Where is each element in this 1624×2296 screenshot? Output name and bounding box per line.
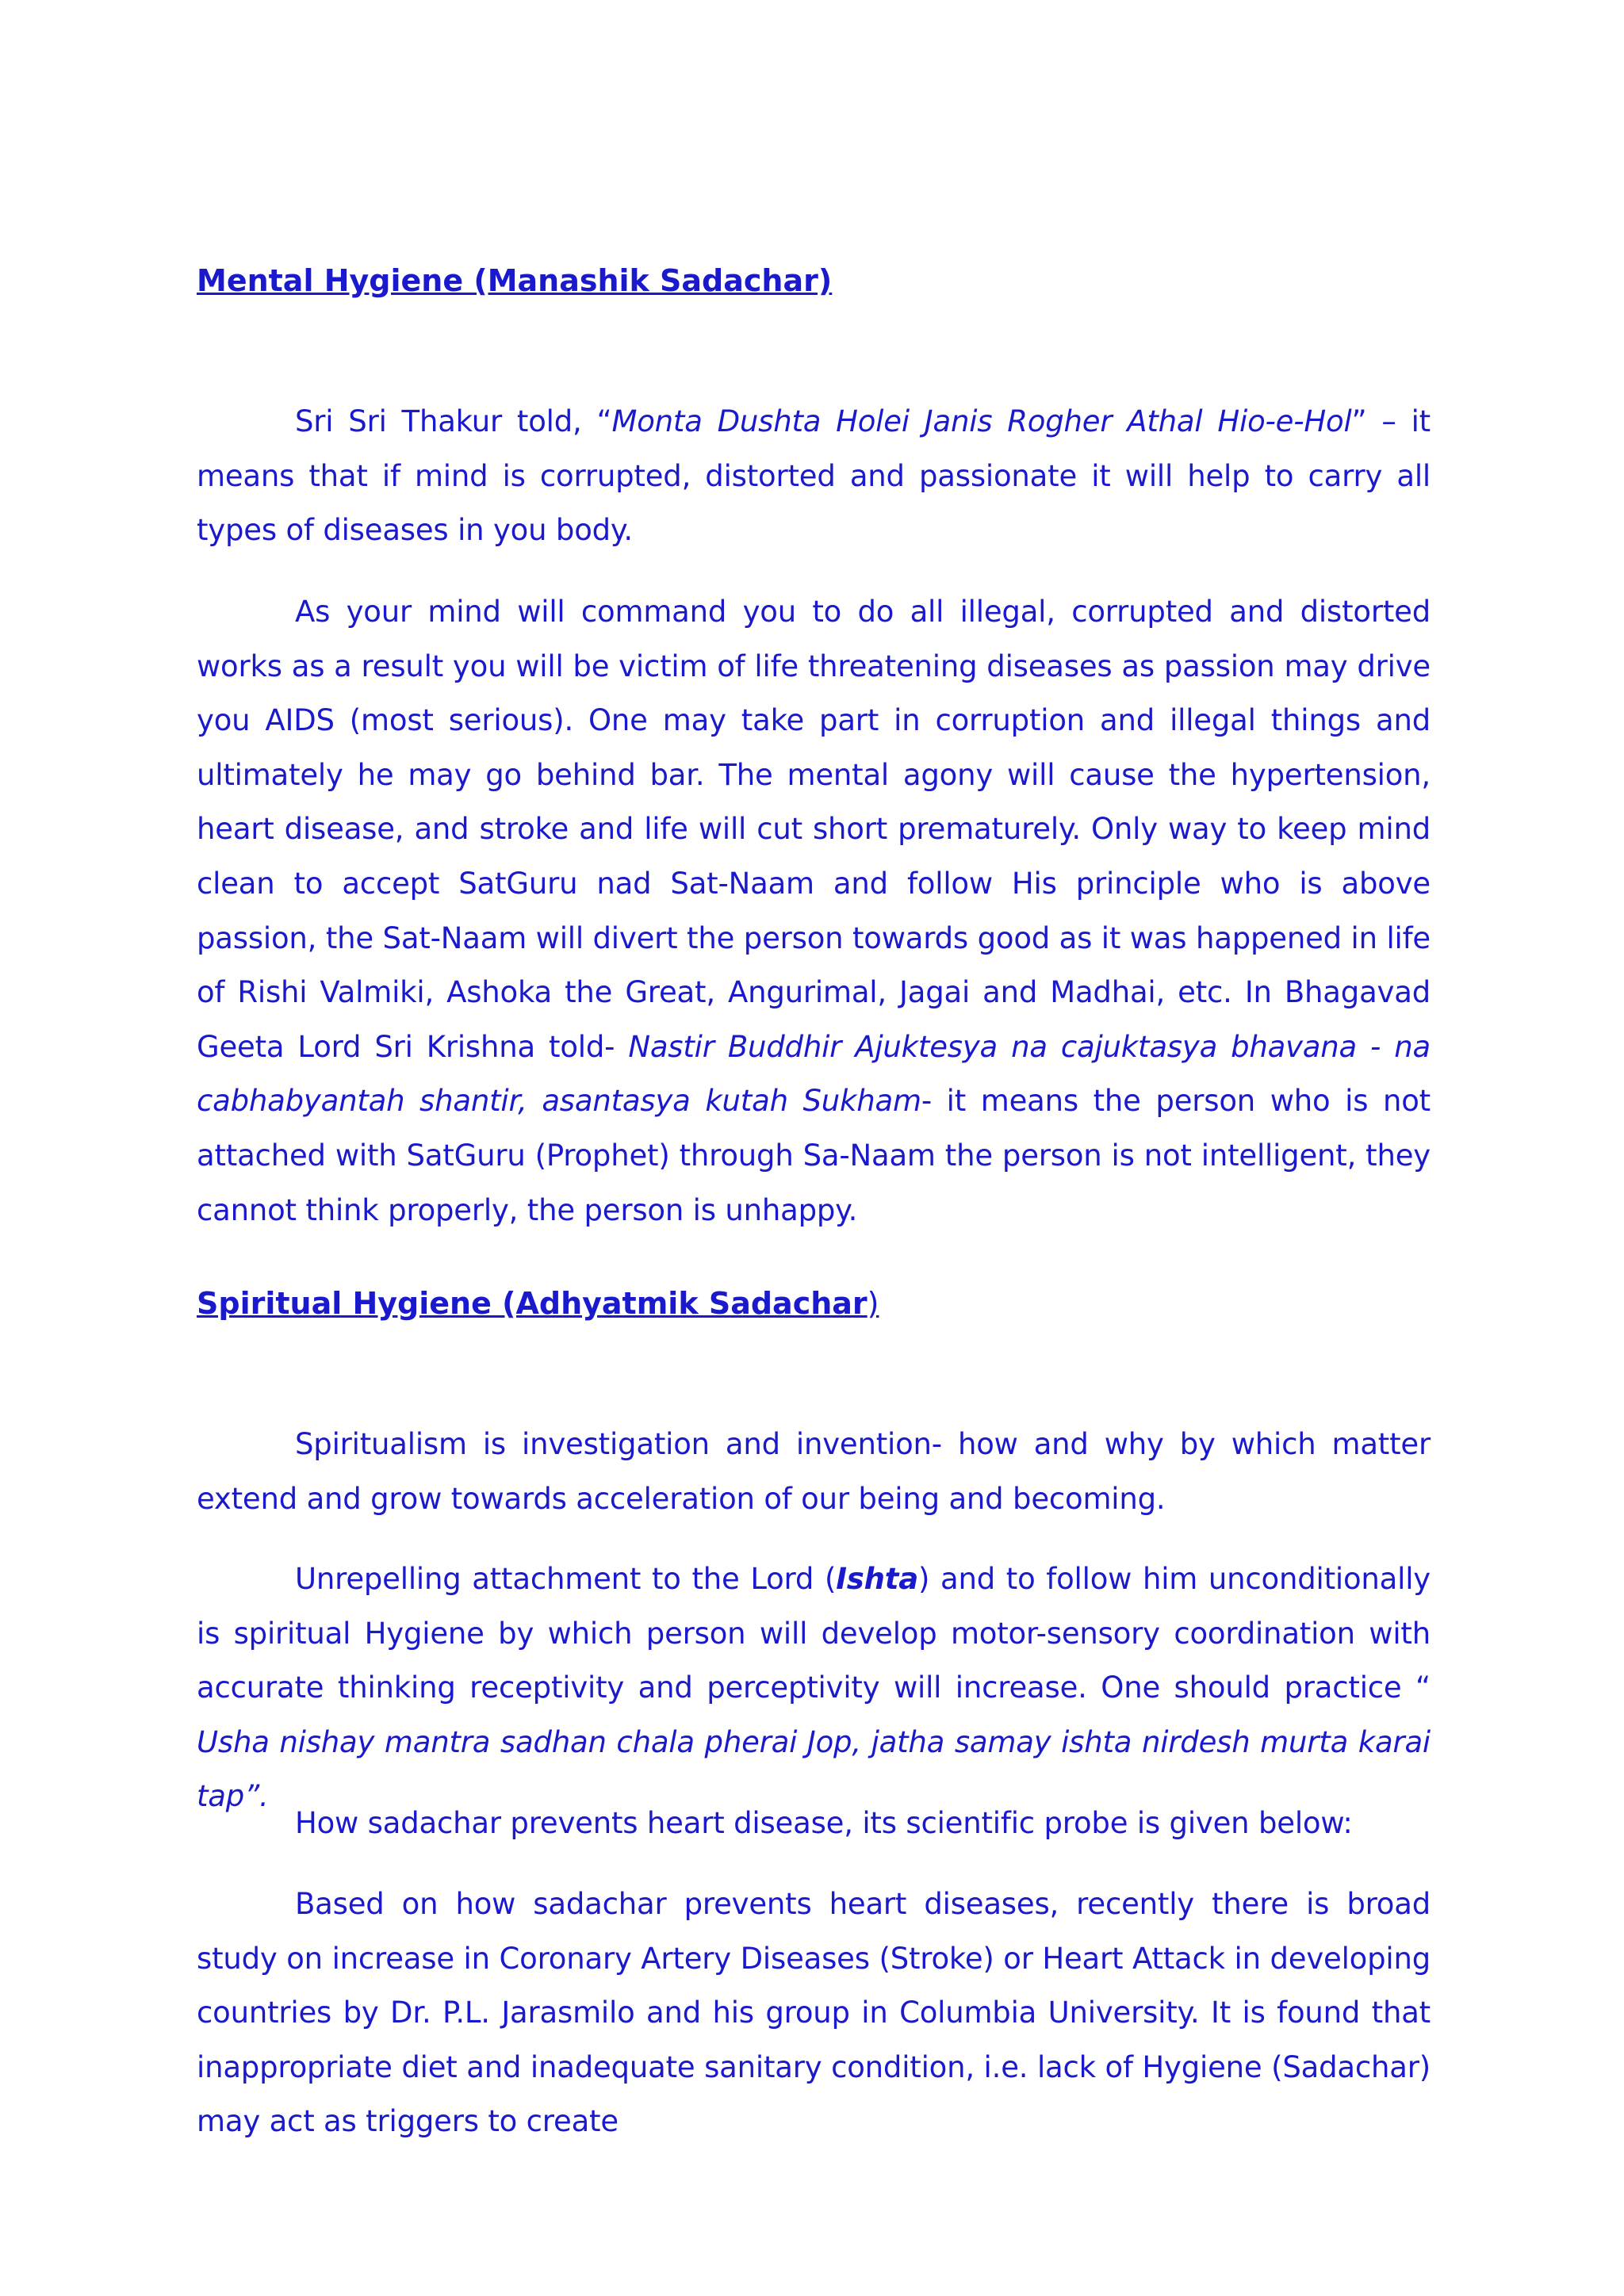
text-run: Based on how sadachar prevents heart diseases, recently there is broad study on increase in Coronary Artery Diseases (Stroke) or Heart Attack in developing countries by Dr. P.L. Jarasmilo and his group in Columbia University. It is found that inappropriate diet and inadequate sanitary condition, i.e. lack of Hygiene (Sadachar) may act as triggers to create [197,1887,1431,2139]
spiritual-hygiene-heading-text: Spiritual Hygiene (Adhyatmik Sadachar [197,1286,868,1321]
spiritual-hygiene-heading [197,1286,879,1321]
heading-close-paren: ) [867,1286,879,1321]
spiritual-hygiene-paragraph-4 [197,1877,1431,2149]
text-run: Sri Sri Thakur told, “ [295,404,612,438]
italic-quote: Monta Dushta Holei Janis Rogher Athal Hio-e-Hol [611,404,1352,438]
text-run: ” – it means that if mind is corrupted, distorted and passionate it will help to carry all types of diseases in you body. [197,404,1431,548]
text-run: How sadachar prevents heart disease, its scientific probe is given below: [295,1806,1353,1840]
mental-hygiene-paragraph-1 [197,395,1431,558]
mental-hygiene-paragraph-2 [197,585,1431,1238]
spiritual-hygiene-paragraph-2 [197,1552,1431,1824]
italic-mantra: Usha nishay mantra sadhan chala pherai Jop, jatha samay ishta nirdesh murta karai tap”. [197,1724,1431,1814]
text-run: Spiritualism is investigation and invention- how and why by which matter extend and grow towards acceleration of our being and becoming. [197,1427,1431,1516]
ishta-term: Ishta [836,1562,918,1596]
text-run: ) and to follow him unconditionally is spiritual Hygiene by which person will develop motor-sensory coordination with accurate thinking receptivity and perceptivity will increase. One should practice “ [197,1562,1431,1705]
mental-hygiene-heading [197,263,832,298]
text-run: As your mind will command you to do all illegal, corrupted and distorted works as a result you will be victim of life threatening diseases as passion may drive you AIDS (most serious). One may take part in corruption and illegal things and ultimately he may go behind bar. The mental agony will cause the hypertension, heart disease, and stroke and life will cut short prematurely. Only way to keep mind clean to accept SatGuru nad Sat-Naam and follow His principle who is above passion, the Sat-Naam will divert the person towards good as it was happened in life of Rishi Valmiki, Ashoka the Great, Angurimal, Jagai and Madhai, etc. In Bhagavad Geeta Lord Sri Krishna told- [197,595,1431,1064]
text-run: - it means the person who is not attached with SatGuru (Prophet) through Sa-Naam the person is not intelligent, they cannot think properly, the person is unhappy. [197,1084,1431,1227]
mental-hygiene-heading-text: Mental Hygiene (Manashik Sadachar) [197,263,833,298]
spiritual-hygiene-paragraph-3 [197,1797,1431,1851]
spiritual-hygiene-paragraph-1 [197,1418,1431,1526]
text-run: Unrepelling attachment to the Lord ( [295,1562,837,1596]
italic-verse: Nastir Buddhir Ajuktesya na cajuktasya bhavana - na cabhabyantah shantir, asantasya kutah Sukham [197,1029,1431,1119]
